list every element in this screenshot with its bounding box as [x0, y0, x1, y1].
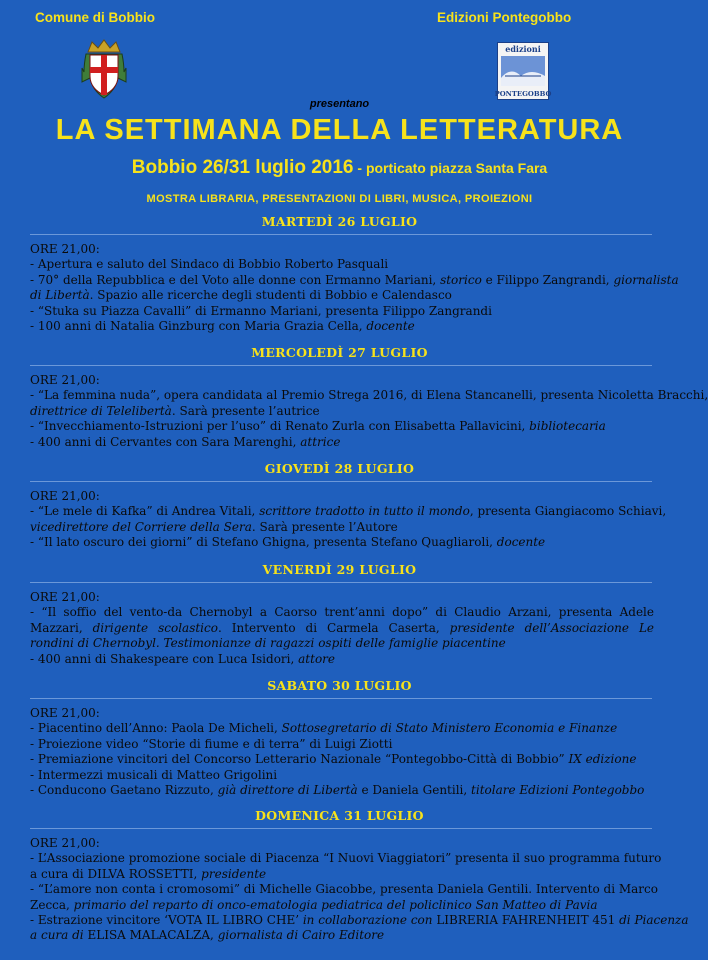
day-heading-saturday: SABATO 30 LUGLIO	[267, 678, 412, 693]
time-label: ORE 21,00:	[30, 836, 100, 850]
program-item: rondini di Chernobyl. Testimonianze di ragazzi ospiti delle famiglie piacentine	[30, 636, 506, 651]
program-item: - “Il lato oscuro dei giorni” di Stefano Ghigna, presenta Stefano Quagliaroli, docente	[30, 535, 546, 550]
program-item: vicedirettore del Corriere della Sera. Sarà presente l’Autore	[30, 519, 398, 534]
edizioni-pontegobbo-label: Edizioni Pontegobbo	[437, 10, 572, 25]
program-tuesday	[30, 242, 679, 334]
program-item: - “Le mele di Kafka” di Andrea Vitali, scrittore tradotto in tutto il mondo, presenta Giangiacomo Schiavi,	[30, 504, 667, 519]
program-item: - Piacentino dell’Anno: Paola De Micheli, Sottosegretario di Stato Ministero Economia e Finanze	[30, 721, 618, 736]
publisher-logo-bottom-text: PONTEGOBBO	[494, 90, 552, 98]
time-label: ORE 21,00:	[30, 489, 100, 503]
program-item: - 100 anni di Natalia Ginzburg con Maria Grazia Cella, docente	[30, 319, 415, 334]
presenting-label: presentano	[309, 98, 370, 110]
program-item: - Premiazione vincitori del Concorso Letterario Nazionale “Pontegobbo-Città di Bobbio” IX edizione	[30, 752, 637, 767]
program-item: - “Invecchiamento-Istruzioni per l’uso” di Renato Zurla con Elisabetta Pallavicini, bibliotecaria	[30, 419, 606, 434]
day-heading-friday: VENERDÌ 29 LUGLIO	[262, 562, 417, 577]
bobbio-coat-of-arms-icon	[80, 38, 128, 100]
event-tagline: MOSTRA LIBRARIA, PRESENTAZIONI DI LIBRI, MUSICA, PROIEZIONI	[146, 193, 533, 205]
day-heading-thursday: GIOVEDÌ 28 LUGLIO	[264, 461, 415, 476]
divider	[30, 481, 652, 482]
time-label: ORE 21,00:	[30, 590, 100, 604]
poster-title: LA SETTIMANA DELLA LETTERATURA	[55, 114, 624, 146]
event-dates-location	[0, 157, 679, 179]
program-item: direttrice di Telelibertà. Sarà presente l’autrice	[30, 403, 320, 418]
program-item: - Proiezione video “Storie di fiume e di terra” di Luigi Ziotti	[30, 736, 393, 751]
day-heading-tuesday: MARTEDÌ 26 LUGLIO	[261, 214, 418, 229]
program-item: - 70° della Repubblica e del Voto alle donne con Ermanno Mariani, storico e Filippo Zangrandi, giornalista	[30, 272, 679, 287]
program-item: - 400 anni di Shakespeare con Luca Isidori, attore	[30, 651, 336, 666]
program-item: - L’Associazione promozione sociale di Piacenza “I Nuovi Viaggiatori” presenta il suo programma futuro	[30, 851, 662, 866]
time-label: ORE 21,00:	[30, 242, 100, 256]
program-saturday	[30, 706, 654, 798]
program-item: a cura di ELISA MALACALZA, giornalista di Cairo Editore	[30, 928, 385, 943]
event-location: - porticato piazza Santa Fara	[353, 160, 548, 176]
program-item: di Libertà. Spazio alle ricerche degli studenti di Bobbio e Calendasco	[30, 288, 452, 303]
program-item: - “Il soffio del vento-da Chernobyl a Caorso trent’anni dopo” di Claudio Arzani, presenta Adele	[30, 605, 654, 620]
publisher-logo-top-text: edizioni	[505, 44, 541, 54]
event-dates: Bobbio 26/31 luglio 2016	[131, 157, 354, 178]
pontegobbo-publisher-logo	[494, 42, 552, 100]
divider	[30, 365, 652, 366]
program-item: Zecca, primario del reparto di onco-ematologia pediatrica del policlinico San Matteo di Pavia	[30, 897, 598, 912]
program-item: a cura di DILVA ROSSETTI, presidente	[30, 866, 267, 881]
day-heading-wednesday: MERCOLEDÌ 27 LUGLIO	[251, 345, 428, 360]
program-wednesday	[30, 373, 708, 450]
divider	[30, 698, 652, 699]
program-item: - 400 anni di Cervantes con Sara Marenghi, attrice	[30, 434, 341, 449]
comune-di-bobbio-label: Comune di Bobbio	[35, 10, 155, 25]
divider	[30, 582, 652, 583]
program-item: - Estrazione vincitore ‘VOTA IL LIBRO CHE’ in collaborazione con LIBRERIA FAHRENHEIT 451 di Piacenza	[30, 913, 689, 928]
program-item: - Apertura e saluto del Sindaco di Bobbio Roberto Pasquali	[30, 257, 389, 272]
program-item: - “L’amore non conta i cromosomi” di Michelle Giacobbe, presenta Daniela Gentili. Intervento di Marco	[30, 882, 658, 897]
divider	[30, 828, 652, 829]
program-item: Mazzari, dirigente scolastico. Intervento di Carmela Caserta, presidente dell’Associazione Le	[30, 620, 655, 635]
day-heading-sunday: DOMENICA 31 LUGLIO	[255, 808, 424, 823]
program-friday	[30, 590, 654, 667]
program-thursday	[30, 489, 667, 551]
program-item: - Conducono Gaetano Rizzuto, già direttore di Libertà e Daniela Gentili, titolare Edizioni Pontegobbo	[30, 783, 645, 798]
time-label: ORE 21,00:	[30, 706, 100, 720]
program-item: - “La femmina nuda”, opera candidata al Premio Strega 2016, di Elena Stancanelli, presenta Nicoletta Bracchi,	[30, 388, 708, 403]
time-label: ORE 21,00:	[30, 373, 100, 387]
divider	[30, 234, 652, 235]
program-item: - “Stuka su Piazza Cavalli” di Ermanno Mariani, presenta Filippo Zangrandi	[30, 303, 492, 318]
program-sunday	[30, 836, 689, 944]
program-item: - Intermezzi musicali di Matteo Grigolini	[30, 767, 278, 782]
